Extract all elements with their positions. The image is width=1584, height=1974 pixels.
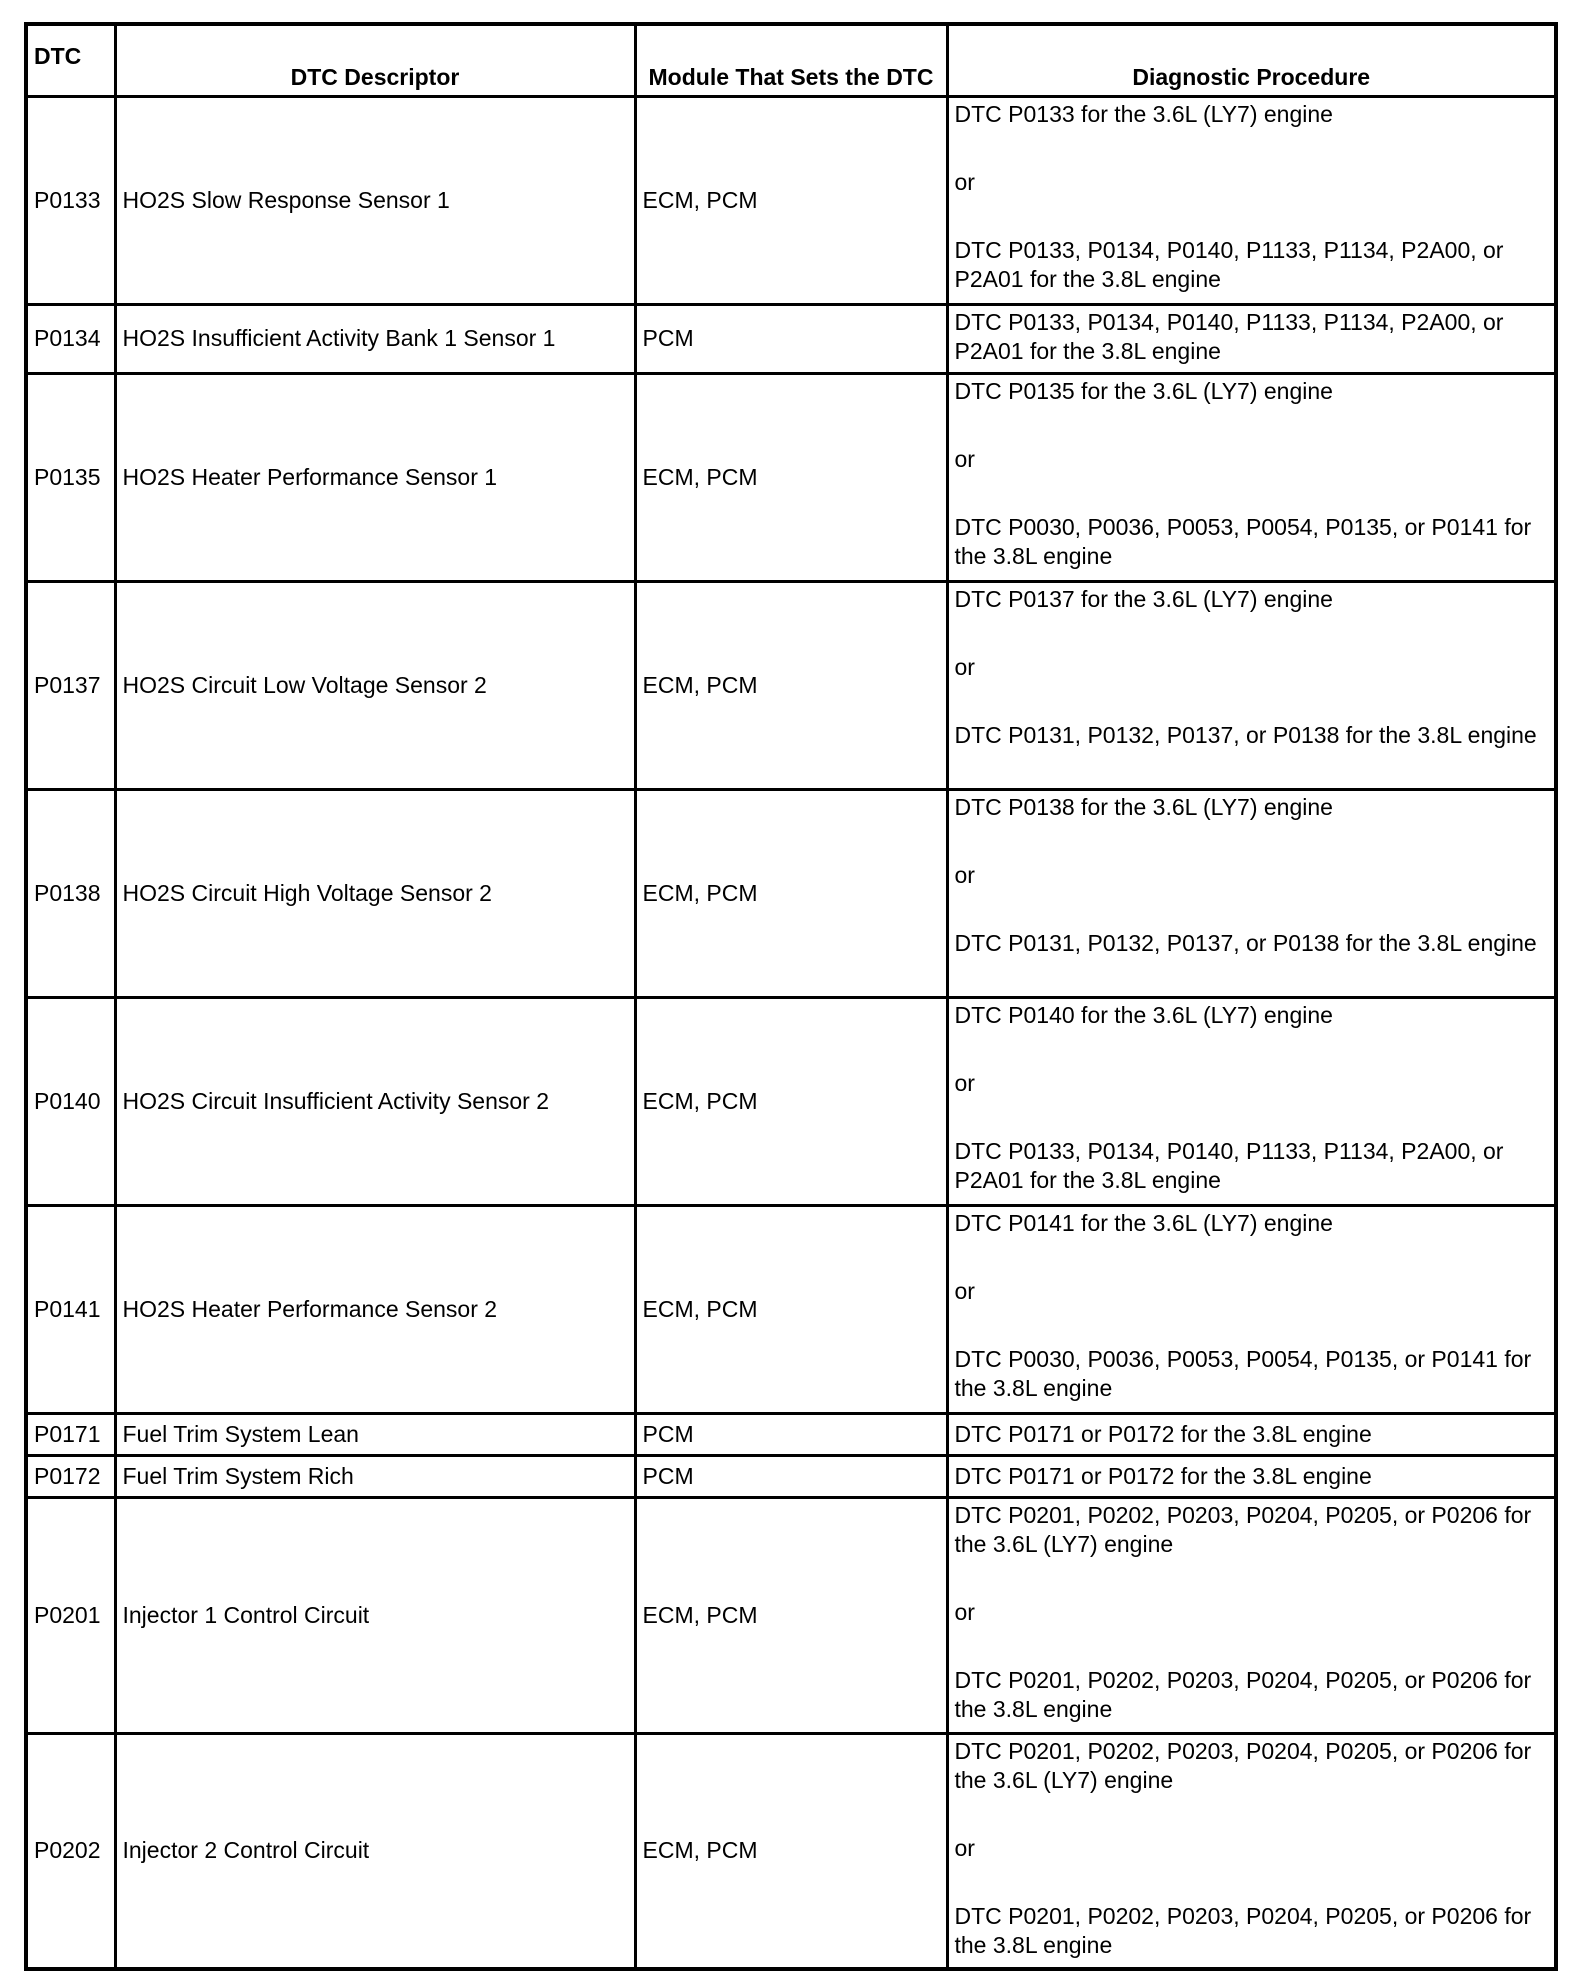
procedure-primary: DTC P0141 for the 3.6L (LY7) engine xyxy=(954,1209,1333,1236)
table-row xyxy=(26,789,1556,997)
dtc-module: ECM, PCM xyxy=(635,373,947,581)
procedure-or: or xyxy=(954,861,975,888)
procedure-or: or xyxy=(954,1069,975,1096)
dtc-module: PCM xyxy=(635,304,947,373)
procedure-primary: DTC P0140 for the 3.6L (LY7) engine xyxy=(954,1001,1333,1028)
dtc-descriptor: Injector 1 Control Circuit xyxy=(115,1497,635,1733)
dtc-table xyxy=(24,22,1558,1971)
procedure-alternate: DTC P0131, P0132, P0137, or P0138 for the 3.8L engine xyxy=(954,929,1537,956)
header-module: Module That Sets the DTC xyxy=(635,24,947,96)
dtc-module: PCM xyxy=(635,1413,947,1455)
dtc-descriptor: HO2S Circuit High Voltage Sensor 2 xyxy=(115,789,635,997)
dtc-descriptor: Fuel Trim System Lean xyxy=(115,1413,635,1455)
procedure-alternate: DTC P0131, P0132, P0137, or P0138 for the 3.8L engine xyxy=(954,721,1537,748)
table-row xyxy=(26,1413,1556,1455)
dtc-module: ECM, PCM xyxy=(635,581,947,789)
dtc-descriptor: Injector 2 Control Circuit xyxy=(115,1733,635,1969)
table-row xyxy=(26,96,1556,304)
dtc-module: ECM, PCM xyxy=(635,96,947,304)
table-row xyxy=(26,1733,1556,1969)
procedure-alternate: DTC P0030, P0036, P0053, P0054, P0135, or P0141 for the 3.8L engine xyxy=(954,1345,1532,1401)
table-row xyxy=(26,1205,1556,1413)
dtc-module: ECM, PCM xyxy=(635,1733,947,1969)
dtc-code: P0138 xyxy=(26,789,115,997)
diagnostic-procedure xyxy=(947,304,1556,373)
procedure-primary: DTC P0133 for the 3.6L (LY7) engine xyxy=(954,100,1333,127)
table-row xyxy=(26,1497,1556,1733)
table-row xyxy=(26,997,1556,1205)
dtc-module: ECM, PCM xyxy=(635,1497,947,1733)
header-descriptor: DTC Descriptor xyxy=(115,24,635,96)
diagnostic-procedure xyxy=(947,1205,1556,1413)
dtc-descriptor: HO2S Heater Performance Sensor 2 xyxy=(115,1205,635,1413)
dtc-descriptor: HO2S Slow Response Sensor 1 xyxy=(115,96,635,304)
dtc-code: P0172 xyxy=(26,1455,115,1497)
procedure-primary: DTC P0171 or P0172 for the 3.8L engine xyxy=(954,1462,1372,1489)
dtc-code: P0171 xyxy=(26,1413,115,1455)
procedure-primary: DTC P0201, P0202, P0203, P0204, P0205, or P0206 for the 3.6L (LY7) engine xyxy=(954,1737,1532,1793)
table-row xyxy=(26,304,1556,373)
table-row xyxy=(26,1455,1556,1497)
dtc-code: P0134 xyxy=(26,304,115,373)
dtc-module: ECM, PCM xyxy=(635,997,947,1205)
table-row xyxy=(26,581,1556,789)
dtc-module: ECM, PCM xyxy=(635,1205,947,1413)
procedure-primary: DTC P0135 for the 3.6L (LY7) engine xyxy=(954,377,1333,404)
dtc-descriptor: HO2S Circuit Insufficient Activity Sensor 2 xyxy=(115,997,635,1205)
diagnostic-procedure xyxy=(947,581,1556,789)
diagnostic-procedure xyxy=(947,1733,1556,1969)
procedure-alternate: DTC P0133, P0134, P0140, P1133, P1134, P2A00, or P2A01 for the 3.8L engine xyxy=(954,1137,1504,1193)
procedure-primary: DTC P0138 for the 3.6L (LY7) engine xyxy=(954,793,1333,820)
procedure-primary: DTC P0201, P0202, P0203, P0204, P0205, or P0206 for the 3.6L (LY7) engine xyxy=(954,1501,1532,1557)
procedure-primary: DTC P0133, P0134, P0140, P1133, P1134, P2A00, or P2A01 for the 3.8L engine xyxy=(954,308,1504,364)
dtc-descriptor: HO2S Circuit Low Voltage Sensor 2 xyxy=(115,581,635,789)
diagnostic-procedure xyxy=(947,1413,1556,1455)
procedure-or: or xyxy=(954,1834,975,1861)
procedure-primary: DTC P0137 for the 3.6L (LY7) engine xyxy=(954,585,1333,612)
dtc-code: P0201 xyxy=(26,1497,115,1733)
dtc-descriptor: HO2S Heater Performance Sensor 1 xyxy=(115,373,635,581)
diagnostic-procedure xyxy=(947,373,1556,581)
procedure-or: or xyxy=(954,653,975,680)
dtc-module: ECM, PCM xyxy=(635,789,947,997)
diagnostic-procedure xyxy=(947,1455,1556,1497)
dtc-code: P0133 xyxy=(26,96,115,304)
procedure-alternate: DTC P0133, P0134, P0140, P1133, P1134, P2A00, or P2A01 for the 3.8L engine xyxy=(954,236,1504,292)
dtc-code: P0135 xyxy=(26,373,115,581)
dtc-descriptor: Fuel Trim System Rich xyxy=(115,1455,635,1497)
procedure-or: or xyxy=(954,445,975,472)
procedure-alternate: DTC P0201, P0202, P0203, P0204, P0205, or P0206 for the 3.8L engine xyxy=(954,1666,1532,1722)
procedure-alternate: DTC P0201, P0202, P0203, P0204, P0205, or P0206 for the 3.8L engine xyxy=(954,1902,1532,1958)
diagnostic-procedure xyxy=(947,96,1556,304)
dtc-descriptor: HO2S Insufficient Activity Bank 1 Sensor 1 xyxy=(115,304,635,373)
diagnostic-procedure xyxy=(947,997,1556,1205)
table-row xyxy=(26,373,1556,581)
procedure-or: or xyxy=(954,168,975,195)
dtc-code: P0137 xyxy=(26,581,115,789)
dtc-code: P0140 xyxy=(26,997,115,1205)
header-dtc: DTC xyxy=(26,24,115,96)
procedure-or: or xyxy=(954,1598,975,1625)
procedure-alternate: DTC P0030, P0036, P0053, P0054, P0135, or P0141 for the 3.8L engine xyxy=(954,513,1532,569)
diagnostic-procedure xyxy=(947,789,1556,997)
header-row xyxy=(26,24,1556,96)
procedure-primary: DTC P0171 or P0172 for the 3.8L engine xyxy=(954,1420,1372,1447)
dtc-code: P0202 xyxy=(26,1733,115,1969)
dtc-module: PCM xyxy=(635,1455,947,1497)
diagnostic-procedure xyxy=(947,1497,1556,1733)
dtc-code: P0141 xyxy=(26,1205,115,1413)
header-procedure: Diagnostic Procedure xyxy=(947,24,1556,96)
procedure-or: or xyxy=(954,1277,975,1304)
